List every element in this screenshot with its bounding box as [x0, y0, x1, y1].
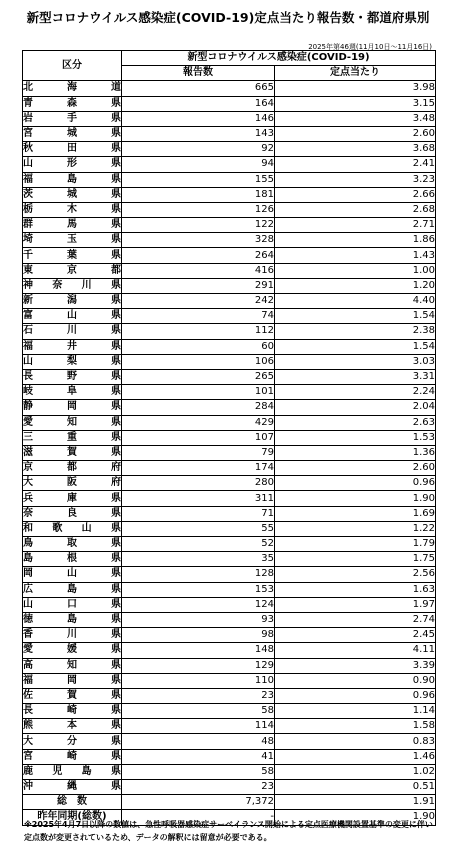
prefecture-name: 東 京 都	[23, 263, 122, 278]
report-count: 23	[122, 688, 275, 703]
report-count: 265	[122, 369, 275, 384]
prefecture-name: 島 根 県	[23, 552, 122, 567]
prefecture-name: 宮 城 県	[23, 126, 122, 141]
last-year-reports: -	[122, 810, 275, 825]
report-count: 106	[122, 354, 275, 369]
per-sentinel-value: 2.04	[275, 400, 436, 415]
report-count: 280	[122, 476, 275, 491]
prefecture-name: 沖 縄 県	[23, 780, 122, 795]
per-sentinel-value: 3.23	[275, 172, 436, 187]
table-row	[23, 476, 436, 491]
report-count: 311	[122, 491, 275, 506]
prefecture-name: 三 重 県	[23, 430, 122, 445]
footnote: ※2025年4月7日以降の数値は、急性呼吸器感染症サーベイランス開始による定点医療機関設置基準の変更に伴い定点数が変更されているため、データの解釈には留意が必要である。	[24, 820, 433, 842]
per-sentinel-value: 2.45	[275, 628, 436, 643]
prefecture-name: 栃 木 県	[23, 202, 122, 217]
per-sentinel-value: 3.68	[275, 142, 436, 157]
per-sentinel-value: 2.68	[275, 202, 436, 217]
prefecture-name: 鳥 取 県	[23, 537, 122, 552]
report-count: 429	[122, 415, 275, 430]
report-count: 114	[122, 719, 275, 734]
week-label: 2025年第46週(11月10日〜11月16日)	[308, 43, 432, 51]
table-row	[23, 552, 436, 567]
per-sentinel-value: 2.60	[275, 461, 436, 476]
prefecture-name: 和 歌 山 県	[23, 521, 122, 536]
prefecture-name: 北 海 道	[23, 81, 122, 96]
table-row	[23, 537, 436, 552]
prefecture-name: 大 阪 府	[23, 476, 122, 491]
prefecture-name: 山 梨 県	[23, 354, 122, 369]
per-sentinel-value: 1.36	[275, 445, 436, 460]
per-sentinel-value: 1.90	[275, 491, 436, 506]
total-reports: 7,372	[122, 795, 275, 810]
table-row	[23, 643, 436, 658]
table-row	[23, 233, 436, 248]
report-count: 98	[122, 628, 275, 643]
per-sentinel-value: 2.71	[275, 218, 436, 233]
table-row	[23, 780, 436, 795]
per-sentinel-value: 1.00	[275, 263, 436, 278]
table-row	[23, 218, 436, 233]
table-row	[23, 445, 436, 460]
per-sentinel-value: 1.58	[275, 719, 436, 734]
table-row	[23, 172, 436, 187]
prefecture-name: 徳 島 県	[23, 612, 122, 627]
prefecture-name: 佐 賀 県	[23, 688, 122, 703]
report-count: 94	[122, 157, 275, 172]
table-row	[23, 506, 436, 521]
per-sentinel-value: 1.69	[275, 506, 436, 521]
per-sentinel-value: 3.48	[275, 111, 436, 126]
table-row	[23, 294, 436, 309]
table-row	[23, 278, 436, 293]
prefecture-name: 長 野 県	[23, 369, 122, 384]
report-count: 143	[122, 126, 275, 141]
table-row	[23, 157, 436, 172]
per-sentinel-value: 2.74	[275, 612, 436, 627]
report-count: 129	[122, 658, 275, 673]
report-count: 52	[122, 537, 275, 552]
prefecture-name: 福 島 県	[23, 172, 122, 187]
table-row	[23, 658, 436, 673]
per-sentinel-value: 4.40	[275, 294, 436, 309]
report-count: 92	[122, 142, 275, 157]
per-sentinel-value: 4.11	[275, 643, 436, 658]
table-row	[23, 491, 436, 506]
report-count: 107	[122, 430, 275, 445]
prefecture-name: 広 島 県	[23, 582, 122, 597]
table-row	[23, 673, 436, 688]
per-sentinel-value: 3.03	[275, 354, 436, 369]
report-count: 126	[122, 202, 275, 217]
per-sentinel-value: 1.54	[275, 339, 436, 354]
per-sentinel-value: 0.90	[275, 673, 436, 688]
per-sentinel-value: 2.56	[275, 567, 436, 582]
per-sentinel-value: 0.96	[275, 688, 436, 703]
table-row	[23, 81, 436, 96]
report-count: 122	[122, 218, 275, 233]
report-count: 71	[122, 506, 275, 521]
table-row	[23, 400, 436, 415]
total-label: 総 数	[23, 795, 122, 810]
per-sentinel-value: 2.66	[275, 187, 436, 202]
total-row	[23, 795, 436, 810]
table-row	[23, 704, 436, 719]
table-row	[23, 734, 436, 749]
report-count: 60	[122, 339, 275, 354]
prefecture-name: 福 岡 県	[23, 673, 122, 688]
table-row	[23, 248, 436, 263]
page-title: 新型コロナウイルス感染症(COVID-19)定点当たり報告数・都道府県別	[26, 10, 430, 25]
per-sentinel-value: 1.63	[275, 582, 436, 597]
prefecture-name: 熊 本 県	[23, 719, 122, 734]
table-row	[23, 202, 436, 217]
prefecture-name: 宮 崎 県	[23, 749, 122, 764]
table-row	[23, 567, 436, 582]
table-row	[23, 597, 436, 612]
table-row	[23, 126, 436, 141]
report-count: 284	[122, 400, 275, 415]
prefecture-name: 奈 良 県	[23, 506, 122, 521]
report-count: 416	[122, 263, 275, 278]
prefecture-name: 愛 媛 県	[23, 643, 122, 658]
per-sentinel-value: 0.96	[275, 476, 436, 491]
report-count: 155	[122, 172, 275, 187]
table-row	[23, 582, 436, 597]
disease-header: 新型コロナウイルス感染症(COVID-19)	[122, 51, 436, 66]
table-row	[23, 263, 436, 278]
report-count: 74	[122, 309, 275, 324]
report-count: 164	[122, 96, 275, 111]
table-row	[23, 688, 436, 703]
prefecture-name: 香 川 県	[23, 628, 122, 643]
per-sentinel-value: 0.51	[275, 780, 436, 795]
per-sentinel-value: 1.22	[275, 521, 436, 536]
per-sentinel-value: 1.54	[275, 309, 436, 324]
prefecture-name: 富 山 県	[23, 309, 122, 324]
prefecture-name: 埼 玉 県	[23, 233, 122, 248]
report-count: 48	[122, 734, 275, 749]
per-sentinel-value: 1.20	[275, 278, 436, 293]
report-count: 110	[122, 673, 275, 688]
prefecture-name: 岩 手 県	[23, 111, 122, 126]
table-row	[23, 142, 436, 157]
prefecture-name: 兵 庫 県	[23, 491, 122, 506]
report-count: 23	[122, 780, 275, 795]
table-row	[23, 461, 436, 476]
prefecture-name: 岡 山 県	[23, 567, 122, 582]
prefecture-name: 京 都 府	[23, 461, 122, 476]
last-year-label: 昨年同期(総数)	[23, 810, 122, 825]
report-count: 153	[122, 582, 275, 597]
report-count: 242	[122, 294, 275, 309]
per-sentinel-value: 1.75	[275, 552, 436, 567]
table-row	[23, 749, 436, 764]
per-sentinel-value: 3.39	[275, 658, 436, 673]
table-row	[23, 111, 436, 126]
report-count: 79	[122, 445, 275, 460]
prefecture-name: 茨 城 県	[23, 187, 122, 202]
per-sentinel-value: 2.60	[275, 126, 436, 141]
reports-header: 報告数	[122, 66, 275, 81]
report-count: 328	[122, 233, 275, 248]
report-count: 665	[122, 81, 275, 96]
table-row	[23, 369, 436, 384]
prefecture-name: 長 崎 県	[23, 704, 122, 719]
per-sentinel-value: 1.43	[275, 248, 436, 263]
table-row	[23, 324, 436, 339]
per-sentinel-value: 1.79	[275, 537, 436, 552]
report-count: 291	[122, 278, 275, 293]
prefecture-name: 高 知 県	[23, 658, 122, 673]
report-count: 128	[122, 567, 275, 582]
prefecture-name: 鹿 児 島 県	[23, 764, 122, 779]
report-count: 93	[122, 612, 275, 627]
table-row	[23, 96, 436, 111]
prefecture-name: 大 分 県	[23, 734, 122, 749]
report-count: 55	[122, 521, 275, 536]
prefecture-name: 愛 知 県	[23, 415, 122, 430]
per-sentinel-value: 3.98	[275, 81, 436, 96]
region-header: 区分	[23, 51, 122, 81]
prefecture-name: 岐 阜 県	[23, 385, 122, 400]
per-sentinel-value: 1.46	[275, 749, 436, 764]
per-sentinel-value: 1.86	[275, 233, 436, 248]
report-count: 58	[122, 764, 275, 779]
table-row	[23, 415, 436, 430]
per-sentinel-value: 1.14	[275, 704, 436, 719]
prefecture-name: 新 潟 県	[23, 294, 122, 309]
prefecture-name: 秋 田 県	[23, 142, 122, 157]
table-row	[23, 430, 436, 445]
table-row	[23, 354, 436, 369]
report-count: 112	[122, 324, 275, 339]
prefecture-name: 滋 賀 県	[23, 445, 122, 460]
per-sentinel-value: 2.24	[275, 385, 436, 400]
prefecture-name: 神 奈 川 県	[23, 278, 122, 293]
per-sentinel-value: 3.31	[275, 369, 436, 384]
prefecture-name: 山 形 県	[23, 157, 122, 172]
report-count: 174	[122, 461, 275, 476]
table-row	[23, 309, 436, 324]
report-count: 124	[122, 597, 275, 612]
table-row	[23, 385, 436, 400]
table-row	[23, 764, 436, 779]
table-row	[23, 628, 436, 643]
report-count: 58	[122, 704, 275, 719]
per-sentinel-value: 1.53	[275, 430, 436, 445]
report-count: 101	[122, 385, 275, 400]
table-row	[23, 339, 436, 354]
report-count: 148	[122, 643, 275, 658]
table-row	[23, 521, 436, 536]
report-count: 41	[122, 749, 275, 764]
table-row	[23, 612, 436, 627]
per-sentinel-value: 2.63	[275, 415, 436, 430]
per-sentinel-value: 1.97	[275, 597, 436, 612]
per-sentinel-value: 1.02	[275, 764, 436, 779]
prefecture-name: 群 馬 県	[23, 218, 122, 233]
prefecture-name: 千 葉 県	[23, 248, 122, 263]
table-row	[23, 719, 436, 734]
prefecture-name: 山 口 県	[23, 597, 122, 612]
report-count: 35	[122, 552, 275, 567]
report-count: 264	[122, 248, 275, 263]
report-count: 181	[122, 187, 275, 202]
prefecture-name: 静 岡 県	[23, 400, 122, 415]
total-per-sentinel: 1.91	[275, 795, 436, 810]
covid-table	[22, 50, 436, 826]
per-sentinel-value: 0.83	[275, 734, 436, 749]
report-count: 146	[122, 111, 275, 126]
per-sentinel-header: 定点当たり	[275, 66, 436, 81]
table-row	[23, 187, 436, 202]
prefecture-name: 青 森 県	[23, 96, 122, 111]
prefecture-name: 石 川 県	[23, 324, 122, 339]
per-sentinel-value: 2.38	[275, 324, 436, 339]
last-year-per-sentinel: 1.90	[275, 810, 436, 825]
prefecture-name: 福 井 県	[23, 339, 122, 354]
per-sentinel-value: 3.15	[275, 96, 436, 111]
per-sentinel-value: 2.41	[275, 157, 436, 172]
